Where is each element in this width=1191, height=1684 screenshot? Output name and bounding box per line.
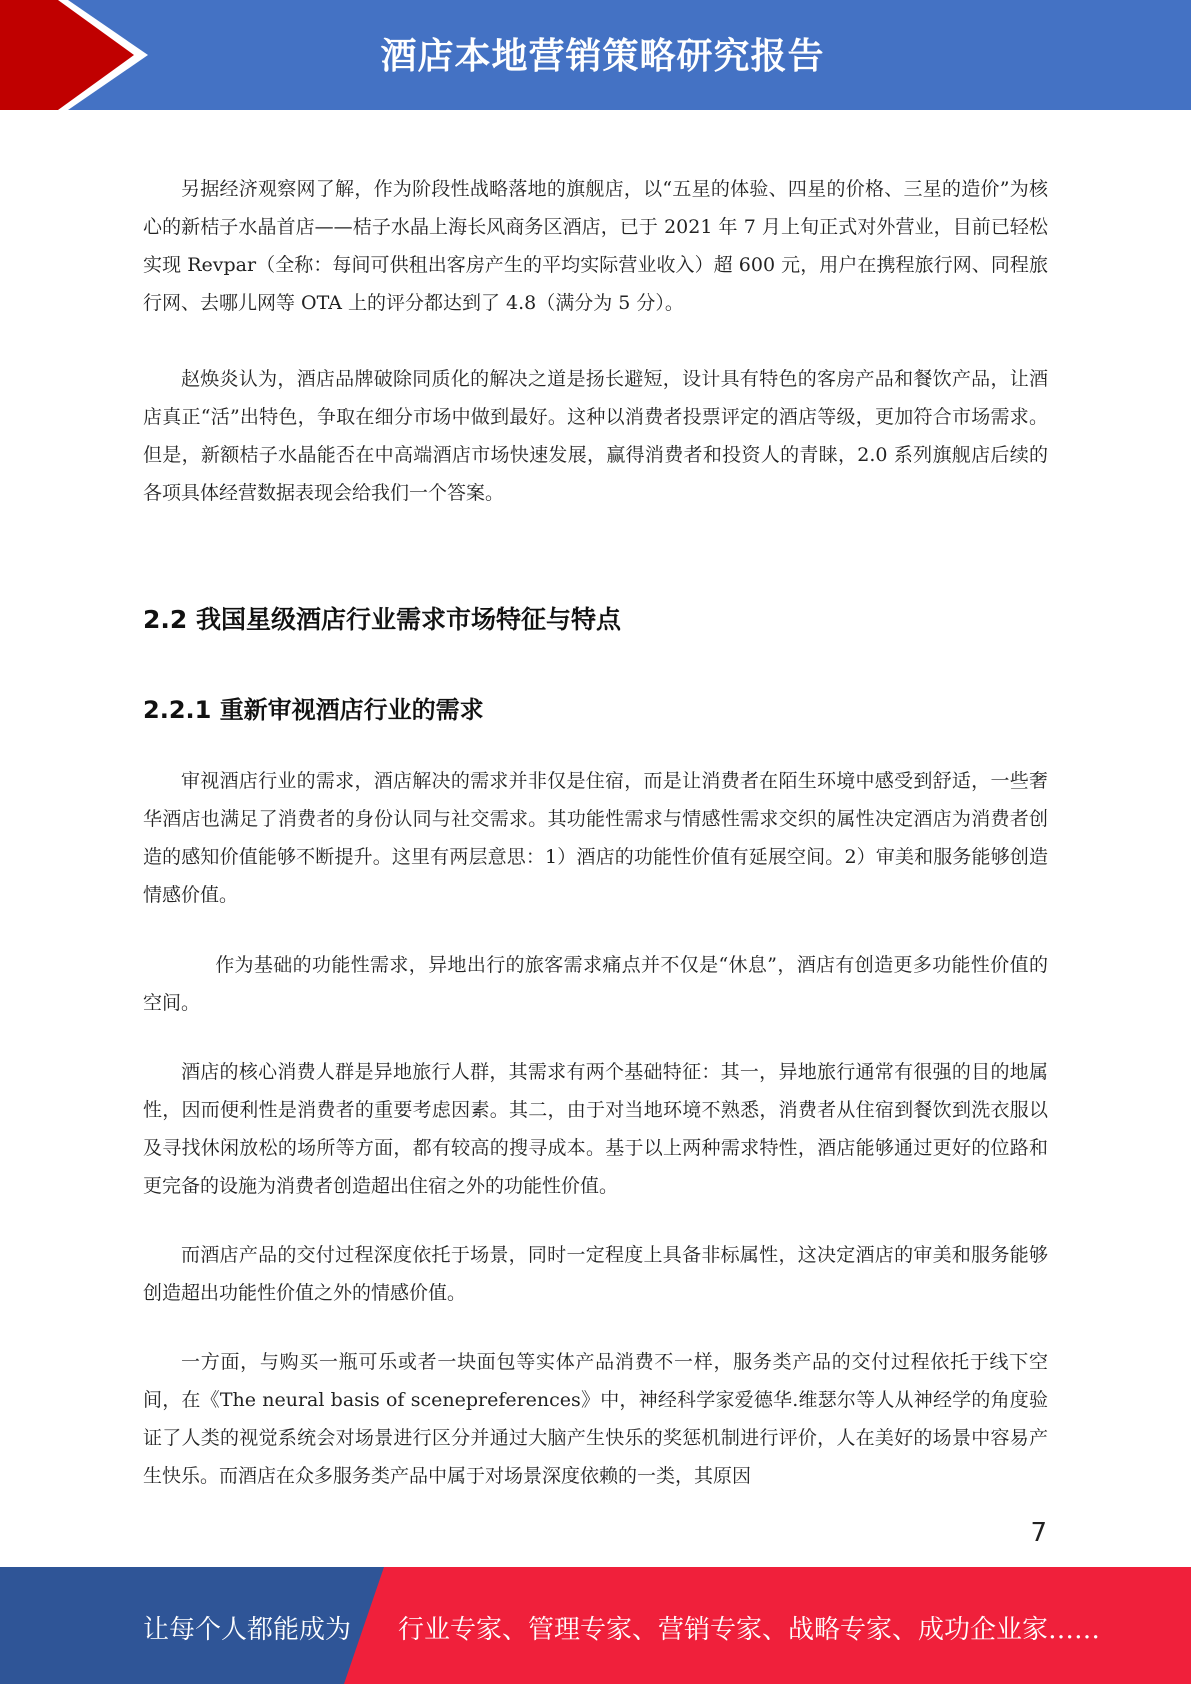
page-header (0, 0, 1191, 110)
subsection-heading: 2.2.1 重新审视酒店行业的需求 (143, 696, 484, 724)
paragraph: 酒店的核心消费人群是异地旅行人群，其需求有两个基础特征：其一，异地旅行通常有很强的目的地属性，因而便利性是消费者的重要考虑因素。其二，由于对当地环境不熟悉，消费者从住宿到餐饮到洗衣服以及寻找休闲放松的场所等方面，都有较高的搜寻成本。基于以上两种需求特性，酒店能够通过更好的位路和更完备的设施为消费者创造超出住宿之外的功能性价值。 (143, 1061, 1048, 1197)
paragraph: 作为基础的功能性需求，异地出行的旅客需求痛点并不仅是“休息”，酒店有创造更多功能性价值的空间。 (143, 954, 1048, 1014)
paragraph: 一方面，与购买一瓶可乐或者一块面包等实体产品消费不一样，服务类产品的交付过程依托于线下空间，在《The neural basis of scenepreferences》中，神经科学家爱德华.维瑟尔等人从神经学的角度验证了人类的视觉系统会对场景进行区分并通过大脑产生快乐的奖惩机制进行评价，人在美好的场景中容易产生快乐。而酒店在众多服务类产品中属于对场景深度依赖的一类，其原因 (143, 1351, 1048, 1487)
footer-slogan-left: 让每个人都能成为 (143, 1615, 352, 1645)
footer-slogan-right: 行业专家、管理专家、营销专家、战略专家、成功企业家…… (398, 1615, 1101, 1645)
paragraph: 而酒店产品的交付过程深度依托于场景，同时一定程度上具备非标属性，这决定酒店的审美和服务能够创造超出功能性价值之外的情感价值。 (143, 1244, 1048, 1304)
page-number: 7 (1030, 1518, 1047, 1548)
paragraph: 另据经济观察网了解，作为阶段性战略落地的旗舰店，以“五星的体验、四星的价格、三星的造价”为核心的新桔子水晶首店——桔子水晶上海长风商务区酒店，已于 2021 年 7 月上旬正式对外营业，目前已轻松实现 Revpar（全称：每间可供租出客房产生的平均实际营业收入）超 600 元，用户在携程旅行网、同程旅行网、去哪儿网等 OTA 上的评分都达到了 4.8（满分为 5 分）。 (143, 178, 1048, 314)
report-title: 酒店本地营销策略研究报告 (380, 36, 825, 77)
paragraph: 赵焕炎认为，酒店品牌破除同质化的解决之道是扬长避短，设计具有特色的客房产品和餐饮产品，让酒店真正“活”出特色，争取在细分市场中做到最好。这种以消费者投票评定的酒店等级，更加符合市场需求。但是，新额桔子水晶能否在中高端酒店市场快速发展，赢得消费者和投资人的青睐，2.0 系列旗舰店后续的各项具体经营数据表现会给我们一个答案。 (143, 368, 1048, 504)
paragraph: 审视酒店行业的需求，酒店解决的需求并非仅是住宿，而是让消费者在陌生环境中感受到舒适，一些奢华酒店也满足了消费者的身份认同与社交需求。其功能性需求与情感性需求交织的属性决定酒店为消费者创造的感知价值能够不断提升。这里有两层意思：1）酒店的功能性价值有延展空间。2）审美和服务能够创造情感价值。 (143, 770, 1048, 906)
page-footer (0, 1567, 1191, 1684)
section-heading: 2.2 我国星级酒店行业需求市场特征与特点 (143, 605, 621, 634)
